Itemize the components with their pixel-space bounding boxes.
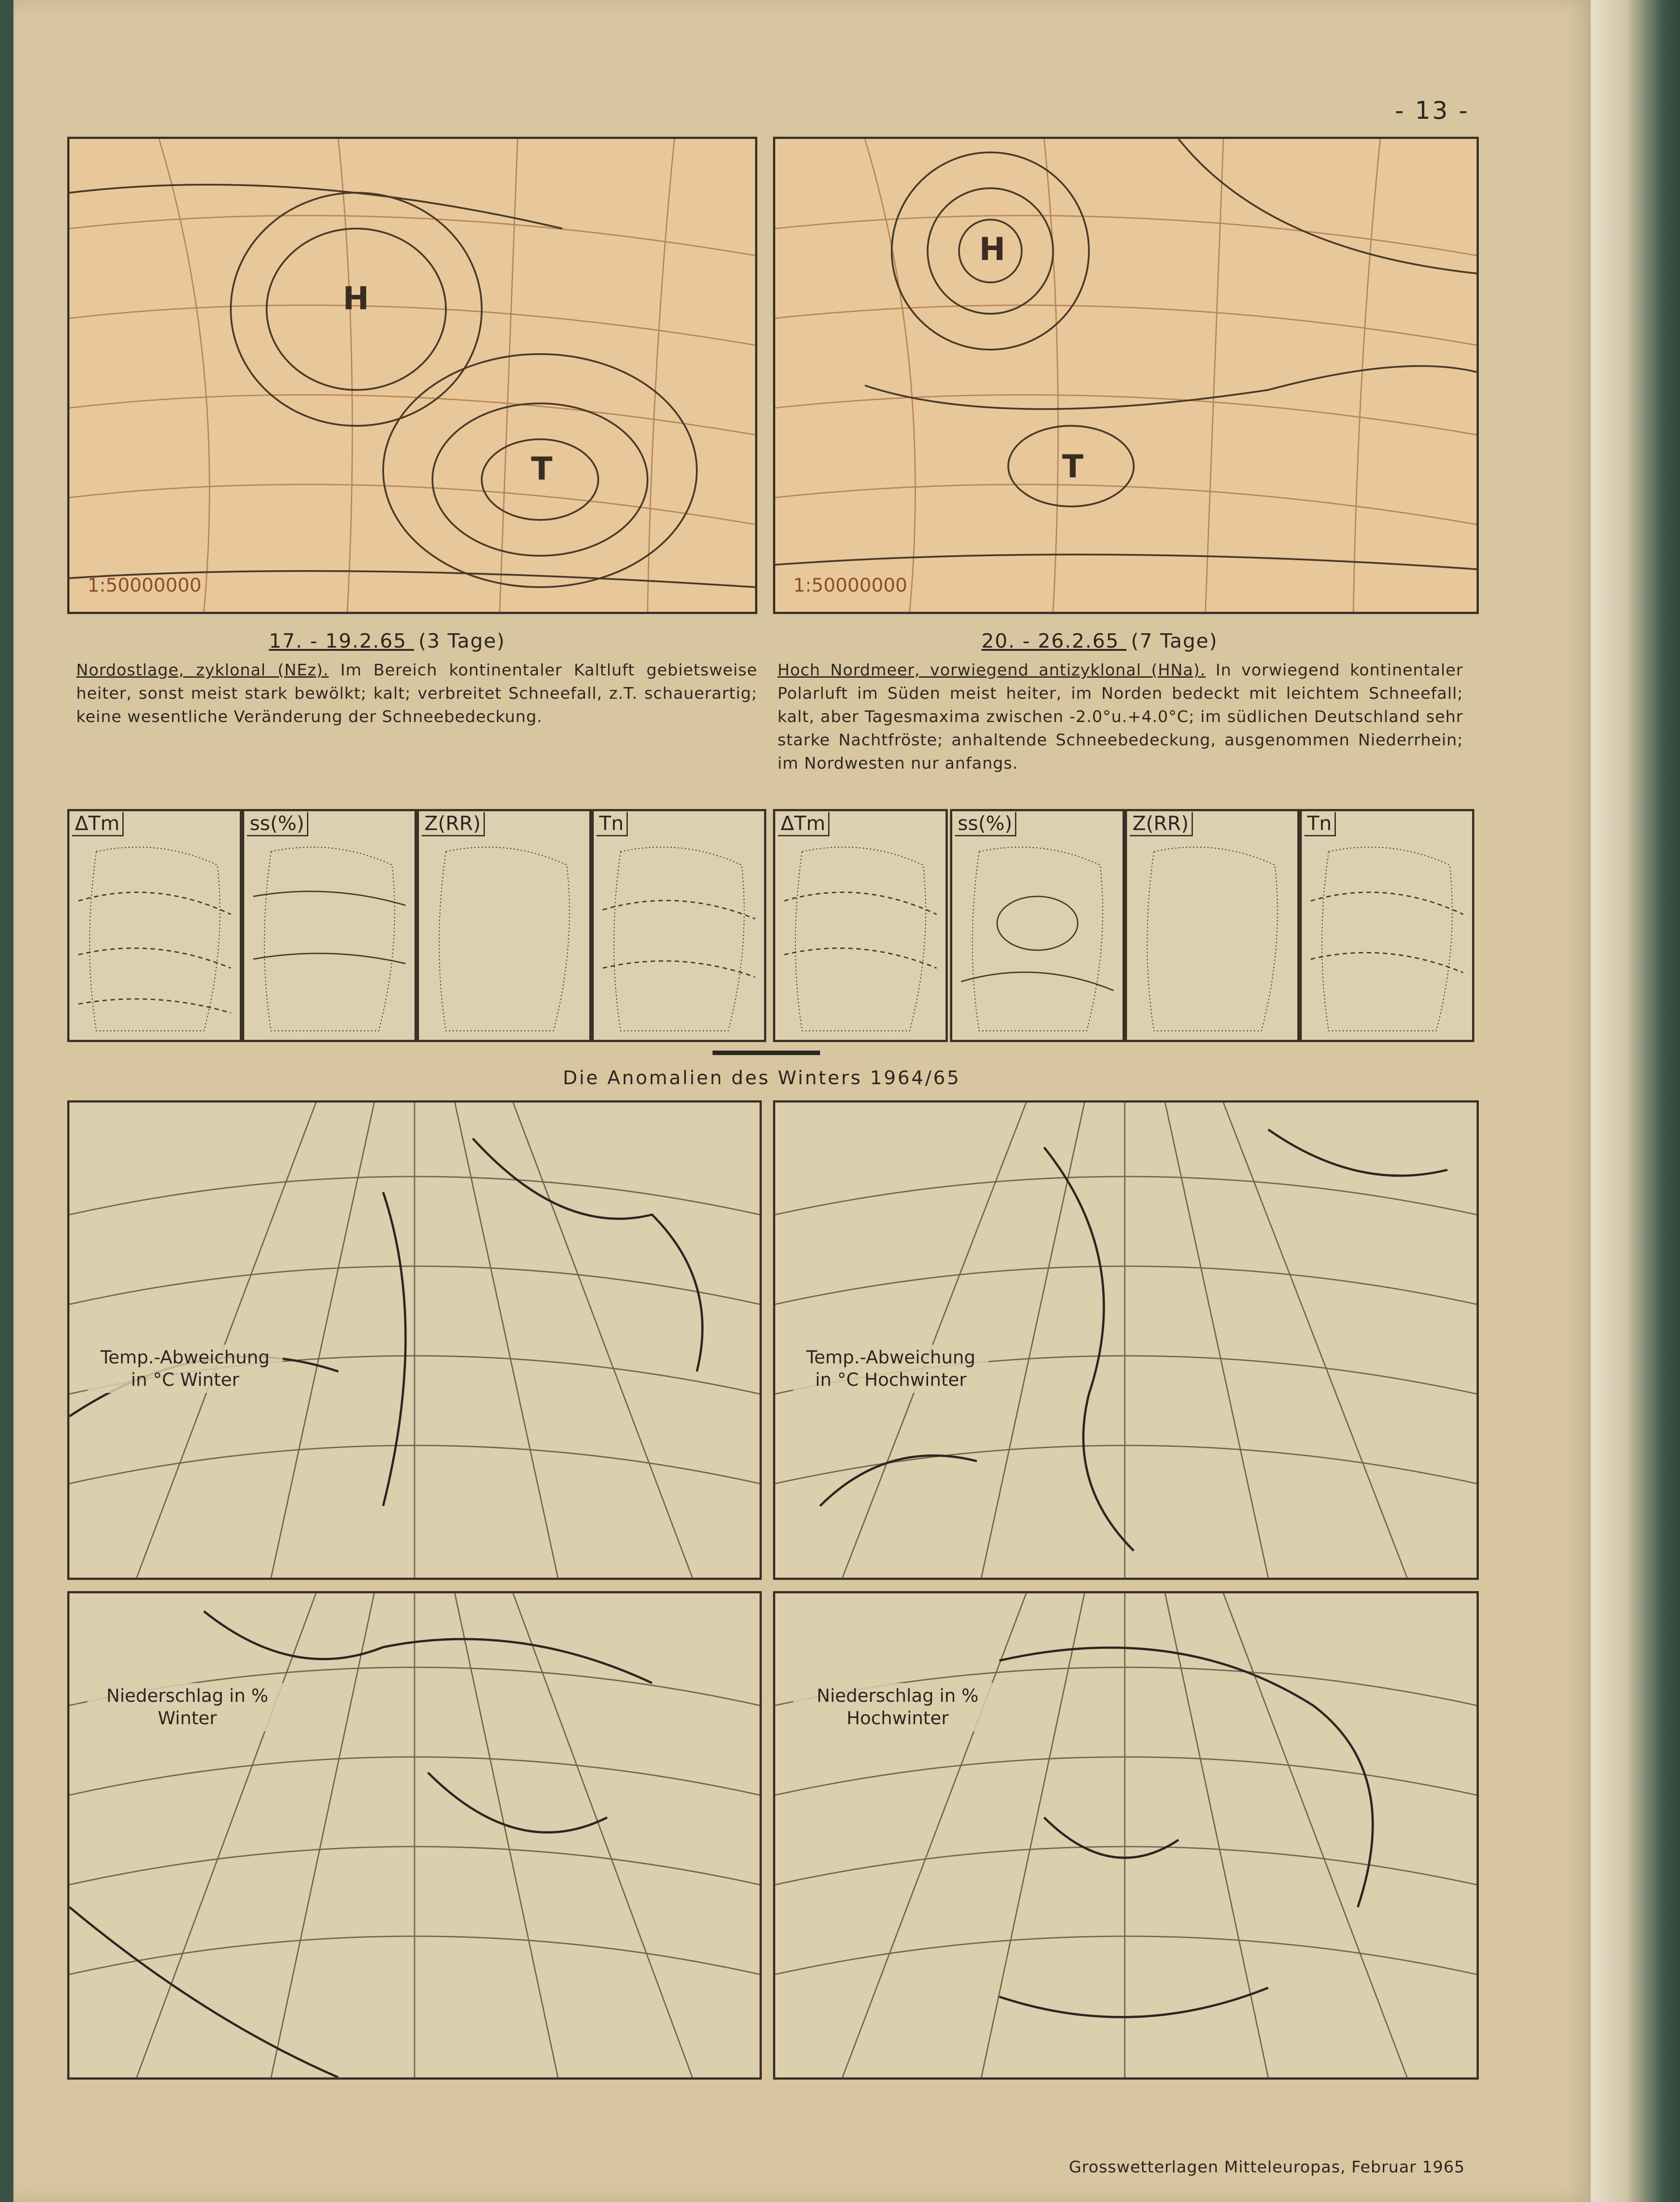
mini-map-7-drawing <box>1127 811 1297 1040</box>
mini-map-6 <box>950 809 1125 1042</box>
low-pressure-symbol: T <box>531 450 553 487</box>
anomaly-map-precip-winter <box>67 1591 762 2080</box>
section-divider <box>713 1051 820 1055</box>
mini-map-6-drawing <box>952 811 1123 1040</box>
mini-map-8-drawing <box>1302 811 1472 1040</box>
anomaly-label-temp-hochwinter: Temp.-Abweichung in °C Hochwinter <box>793 1345 989 1393</box>
anomaly-map-precip-hochwinter-drawing <box>775 1593 1477 2077</box>
map-1-description <box>76 659 757 729</box>
mini-map-7-label: Z(RR) <box>1130 812 1193 836</box>
low-pressure-symbol: T <box>1062 448 1084 485</box>
map-scale-label: 1:50000000 <box>793 574 907 596</box>
high-pressure-symbol: H <box>343 280 369 317</box>
map-2-date-range: 20. - 26.2.65 <box>981 630 1119 653</box>
mini-map-8-label: Tn <box>1304 812 1336 836</box>
section-title: Die Anomalien des Winters 1964/65 <box>563 1067 961 1089</box>
map-2-date <box>981 630 1218 653</box>
book-spine <box>1591 0 1680 2202</box>
mini-map-5-drawing <box>775 811 946 1040</box>
mini-map-3 <box>417 809 592 1042</box>
map-1-description-lead: Nordostlage, zyklonal (NEz). <box>76 661 329 679</box>
anomaly-label-temp-winter: Temp.-Abweichung in °C Winter <box>87 1345 283 1393</box>
map-scale-label: 1:50000000 <box>87 574 202 596</box>
weather-map-2 <box>773 137 1479 614</box>
map-1-days: (3 Tage) <box>418 630 505 653</box>
weather-map-1 <box>67 137 757 614</box>
page-number: - 13 - <box>1395 96 1469 125</box>
mini-map-4-label: Tn <box>596 812 628 836</box>
map-2-days: (7 Tage) <box>1131 630 1218 653</box>
mini-map-4-drawing <box>594 811 764 1040</box>
anomaly-map-precip-winter-drawing <box>69 1593 760 2077</box>
mini-map-1-drawing <box>69 811 240 1040</box>
mini-map-1 <box>67 809 242 1042</box>
map-1-date <box>269 630 505 653</box>
anomaly-map-temp-winter-drawing <box>69 1103 760 1578</box>
mini-map-2-drawing <box>244 811 415 1040</box>
mini-map-6-label: ss(%) <box>955 812 1016 836</box>
page-footer: Grosswetterlagen Mitteleuropas, Februar 1965 <box>1069 2158 1465 2176</box>
mini-map-2-label: ss(%) <box>247 812 308 836</box>
weather-map-2-drawing <box>775 139 1477 612</box>
anomaly-label-precip-hochwinter: Niederschlag in % Hochwinter <box>793 1683 1002 1731</box>
mini-map-2 <box>242 809 417 1042</box>
anomaly-map-precip-hochwinter <box>773 1591 1479 2080</box>
map-2-description <box>777 659 1463 775</box>
mini-map-8 <box>1300 809 1474 1042</box>
mini-map-3-drawing <box>419 811 589 1040</box>
mini-map-5-label: ΔTm <box>778 812 829 836</box>
map-1-date-range: 17. - 19.2.65 <box>269 630 407 653</box>
mini-map-3-label: Z(RR) <box>422 812 485 836</box>
mini-map-7 <box>1125 809 1300 1042</box>
mini-map-4 <box>592 809 766 1042</box>
anomaly-map-temp-hochwinter <box>773 1100 1479 1580</box>
anomaly-map-temp-winter <box>67 1100 762 1580</box>
mini-map-1-label: ΔTm <box>72 812 124 836</box>
map-2-description-lead: Hoch Nordmeer, vorwiegend antizyklonal (HNa). <box>777 661 1206 679</box>
anomaly-map-temp-hochwinter-drawing <box>775 1103 1477 1578</box>
mini-map-5 <box>773 809 948 1042</box>
book-left-edge <box>0 0 13 2202</box>
weather-map-1-drawing <box>69 139 755 612</box>
map-1-description-text: Im Bereich kontinentaler Kaltluft gebietsweise heiter, sonst meist stark bewölkt; kalt; verbreitet Schneefall, z.T. schauerartig; keine wesentliche Veränderung der Schneebedeckung. <box>76 661 757 726</box>
anomaly-label-precip-winter: Niederschlag in % Winter <box>87 1683 287 1731</box>
high-pressure-symbol: H <box>979 231 1006 268</box>
map-2-description-text: In vorwiegend kontinentaler Polarluft im Süden meist heiter, im Norden bedeckt mit leichtem Schneefall; kalt, aber Tagesmaxima zwischen -2.0°u.+4.0°C; im südlichen Deutschland sehr starke Nachtfröste; anhaltende Schneebedeckung, ausgenommen Niederrhein; im Nordwesten nur anfangs. <box>777 661 1463 773</box>
